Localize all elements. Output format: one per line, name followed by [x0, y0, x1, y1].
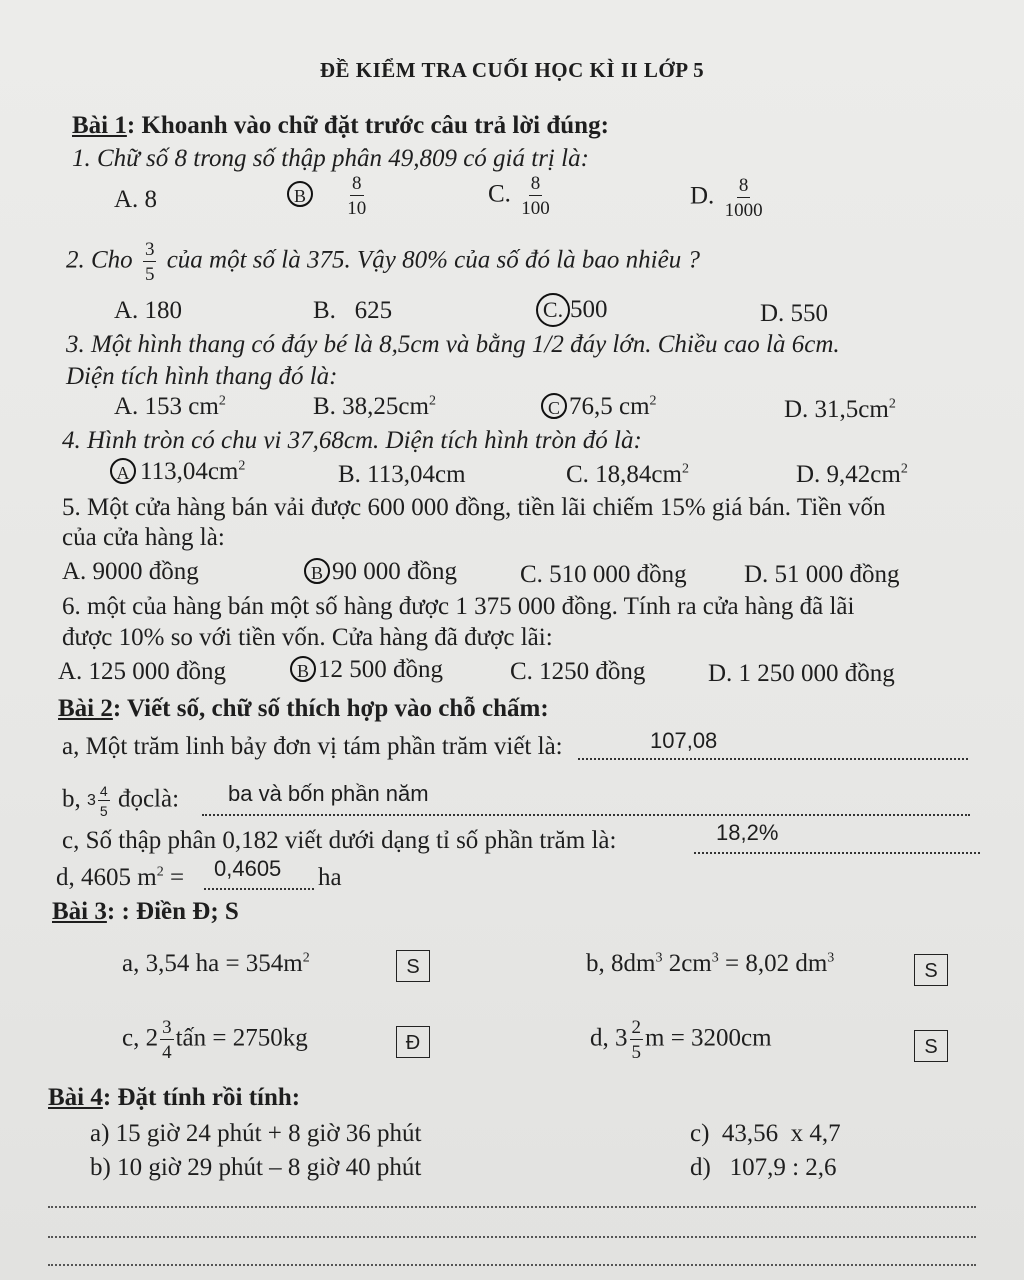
q3-a-exp: 2	[218, 393, 226, 409]
q4-option-b: B. 113,04cm	[338, 461, 466, 488]
q3-option-c	[541, 393, 657, 421]
bai3-a	[122, 950, 310, 978]
bai1-instruction: : Khoanh vào chữ đặt trước câu trả lời đúng:	[126, 112, 609, 139]
q1-option-a: A. 8	[114, 186, 158, 213]
bai4-c: c) 43,56 x 4,7	[690, 1120, 841, 1147]
bai3-b	[586, 950, 834, 978]
bai3-c-box: Đ	[396, 1026, 430, 1058]
q2-denominator: 5	[144, 264, 155, 285]
q3-circled-answer: C	[541, 393, 567, 419]
q2-numerator: 3	[144, 239, 155, 260]
bai4-b: b) 10 giờ 29 phút – 8 giờ 40 phút	[90, 1154, 422, 1181]
q5-line1: 5. Một cửa hàng bán vải được 600 000 đồng, tiền lãi chiếm 15% giá bán. Tiền vốn	[62, 494, 886, 521]
q5-option-d: D. 51 000 đồng	[744, 561, 900, 588]
q4-c-value: C. 18,84cm	[566, 461, 682, 488]
q6-circled-answer: B	[290, 656, 316, 682]
q6-option-c: C. 1250 đồng	[510, 658, 646, 685]
q4-option-d	[796, 461, 908, 489]
q1-b-numerator: 8	[352, 173, 362, 194]
bai3-b-post: = 8,02 dm	[718, 950, 828, 977]
bai3-a-box: S	[396, 950, 430, 982]
q1-option-c	[488, 174, 554, 218]
q5-option-c: C. 510 000 đồng	[520, 561, 687, 588]
bai3-b-pre: b, 8dm	[586, 950, 656, 977]
q4-d-exp: 2	[900, 461, 908, 477]
q4-circled-answer: A	[110, 458, 136, 484]
bai4-a: a) 15 giờ 24 phút + 8 giờ 36 phút	[90, 1120, 422, 1147]
q5-line2: của cửa hàng là:	[62, 524, 225, 551]
q4-a-value: 113,04cm	[140, 458, 239, 485]
bai2-a-text: a, Một trăm linh bảy đơn vị tám phần trăm viết là:	[62, 733, 563, 760]
q3-option-b	[313, 393, 436, 421]
q4-c-exp: 2	[681, 461, 689, 477]
q4-option-a	[110, 458, 245, 486]
bai2-label: Bài 2	[58, 695, 113, 722]
bai3-c-numerator: 3	[162, 1017, 172, 1038]
bai2-b-numerator: 4	[99, 783, 108, 799]
q3-d-value: D. 31,5cm	[784, 396, 889, 423]
q2-c-value: 500	[570, 296, 608, 323]
q6-option-b	[290, 656, 443, 684]
bai3-d-denominator: 5	[631, 1042, 641, 1063]
bai3-b-exp2: 3	[711, 950, 719, 966]
q3-option-a	[114, 393, 226, 421]
q3-line1: 3. Một hình thang có đáy bé là 8,5cm và bằng 1/2 đáy lớn. Chiều cao là 6cm.	[66, 331, 840, 358]
q2-post: của một số là 375. Vậy 80% của số đó là bao nhiêu ?	[166, 246, 700, 274]
answer-line-2	[48, 1236, 976, 1238]
bai3-heading	[52, 898, 239, 926]
bai2-b-pre: b,	[62, 785, 81, 813]
q1-d-letter: D.	[690, 182, 715, 210]
bai4-label: Bài 4	[48, 1084, 103, 1111]
q1-c-letter: C.	[488, 180, 511, 208]
bai2-b-mixed-number	[87, 784, 112, 818]
bai3-b-exp3: 3	[827, 950, 835, 966]
exam-title: ĐỀ KIỂM TRA CUỐI HỌC KÌ II LỚP 5	[319, 58, 705, 82]
q3-c-exp: 2	[649, 393, 657, 409]
bai2-a-answer-line	[578, 732, 968, 760]
bai2-d-line	[56, 864, 184, 892]
bai3-d	[590, 1018, 772, 1062]
q6-option-a: A. 125 000 đồng	[58, 658, 227, 685]
q3-a-value: A. 153 cm	[114, 393, 219, 420]
bai3-c-denominator: 4	[162, 1042, 172, 1063]
q3-c-value: 76,5 cm	[569, 393, 650, 420]
q3-b-value: B. 38,25cm	[313, 393, 429, 420]
bai2-b-line	[62, 784, 179, 818]
q1-d-denominator: 1000	[724, 200, 763, 221]
q6-option-d: D. 1 250 000 đồng	[708, 660, 895, 687]
q4-d-value: D. 9,42cm	[796, 461, 901, 488]
q1-c-numerator: 8	[530, 173, 541, 194]
q1-b-denominator: 10	[347, 198, 367, 219]
bai3-b-exp1: 3	[655, 950, 663, 966]
q1-option-d	[690, 176, 767, 220]
q1-d-numerator: 8	[738, 175, 749, 196]
bai3-d-numerator: 2	[631, 1017, 641, 1038]
bai2-c-answer: 18,2%	[716, 820, 779, 845]
q1-circled-answer: B	[287, 181, 313, 207]
bai2-heading	[58, 695, 549, 723]
q1-text: 1. Chữ số 8 trong số thập phân 49,809 có giá trị là:	[72, 145, 589, 172]
q2-option-b: B. 625	[313, 297, 393, 324]
q3-line2: Diện tích hình thang đó là:	[66, 363, 338, 390]
bai2-b-text: đọclà:	[117, 785, 180, 813]
q2-text	[66, 240, 700, 284]
q3-d-exp: 2	[888, 396, 896, 412]
bai3-c	[122, 1018, 308, 1062]
bai4-d: d) 107,9 : 2,6	[690, 1154, 837, 1181]
bai3-label: Bài 3	[52, 898, 107, 925]
q4-option-c	[566, 461, 689, 489]
bai3-b-mid: 2cm	[662, 950, 712, 977]
bai2-a-answer: 107,08	[650, 728, 718, 753]
bai3-c-post: tấn = 2750kg	[175, 1024, 308, 1052]
q6-line1: 6. một của hàng bán một số hàng được 1 375 000 đồng. Tính ra cửa hàng đã lãi	[62, 593, 855, 620]
answer-line-1	[48, 1206, 976, 1208]
bai3-c-pre: c, 2	[122, 1024, 159, 1052]
bai2-d-exp: 2	[156, 864, 164, 880]
bai3-a-text: a, 3,54 ha = 354m	[122, 950, 303, 977]
bai3-a-exp: 2	[302, 950, 310, 966]
q2-option-c	[536, 293, 608, 327]
bai2-c-text: c, Số thập phân 0,182 viết dưới dạng tỉ số phần trăm là:	[62, 827, 617, 854]
bai2-instruction: : Viết số, chữ số thích hợp vào chỗ chấm:	[112, 695, 549, 722]
bai3-b-box: S	[914, 954, 948, 986]
bai3-d-pre: d, 3	[590, 1024, 628, 1052]
bai4-heading	[48, 1084, 300, 1112]
bai2-d-eq: =	[163, 864, 185, 891]
q5-option-a: A. 9000 đồng	[62, 558, 199, 585]
q4-a-exp: 2	[238, 458, 246, 474]
q2-option-d: D. 550	[760, 300, 829, 327]
q6-b-value: 12 500 đồng	[318, 656, 443, 683]
q2-circled-answer: C.	[536, 293, 570, 327]
q5-option-b	[304, 558, 457, 586]
bai3-d-box: S	[914, 1030, 948, 1062]
bai2-b-whole: 3	[87, 792, 96, 809]
bai1-heading	[72, 112, 609, 140]
bai3-instruction: : : Điền Đ; S	[106, 898, 239, 925]
q4-text: 4. Hình tròn có chu vi 37,68cm. Diện tích hình tròn đó là:	[62, 427, 642, 454]
answer-line-3	[48, 1264, 976, 1266]
q2-pre: 2. Cho	[66, 246, 133, 274]
bai2-d-pre: d, 4605 m	[56, 864, 157, 891]
q3-option-d	[784, 396, 896, 424]
bai3-d-post: m = 3200cm	[645, 1024, 772, 1052]
bai2-b-answer: ba và bốn phần năm	[228, 781, 429, 806]
q5-circled-answer: B	[304, 558, 330, 584]
q6-line2: được 10% so với tiền vốn. Cửa hàng đã được lãi:	[62, 624, 553, 651]
bai2-b-denominator: 5	[99, 803, 108, 819]
q2-option-a: A. 180	[114, 297, 183, 324]
bai1-label: Bài 1	[72, 112, 127, 139]
bai2-d-answer: 0,4605	[214, 856, 282, 881]
q1-c-denominator: 100	[521, 198, 550, 219]
q1-option-b	[287, 174, 370, 218]
bai2-d-unit: ha	[318, 864, 342, 891]
bai4-instruction: : Đặt tính rồi tính:	[102, 1084, 301, 1111]
q3-b-exp: 2	[428, 393, 436, 409]
q5-b-value: 90 000 đồng	[332, 558, 457, 585]
